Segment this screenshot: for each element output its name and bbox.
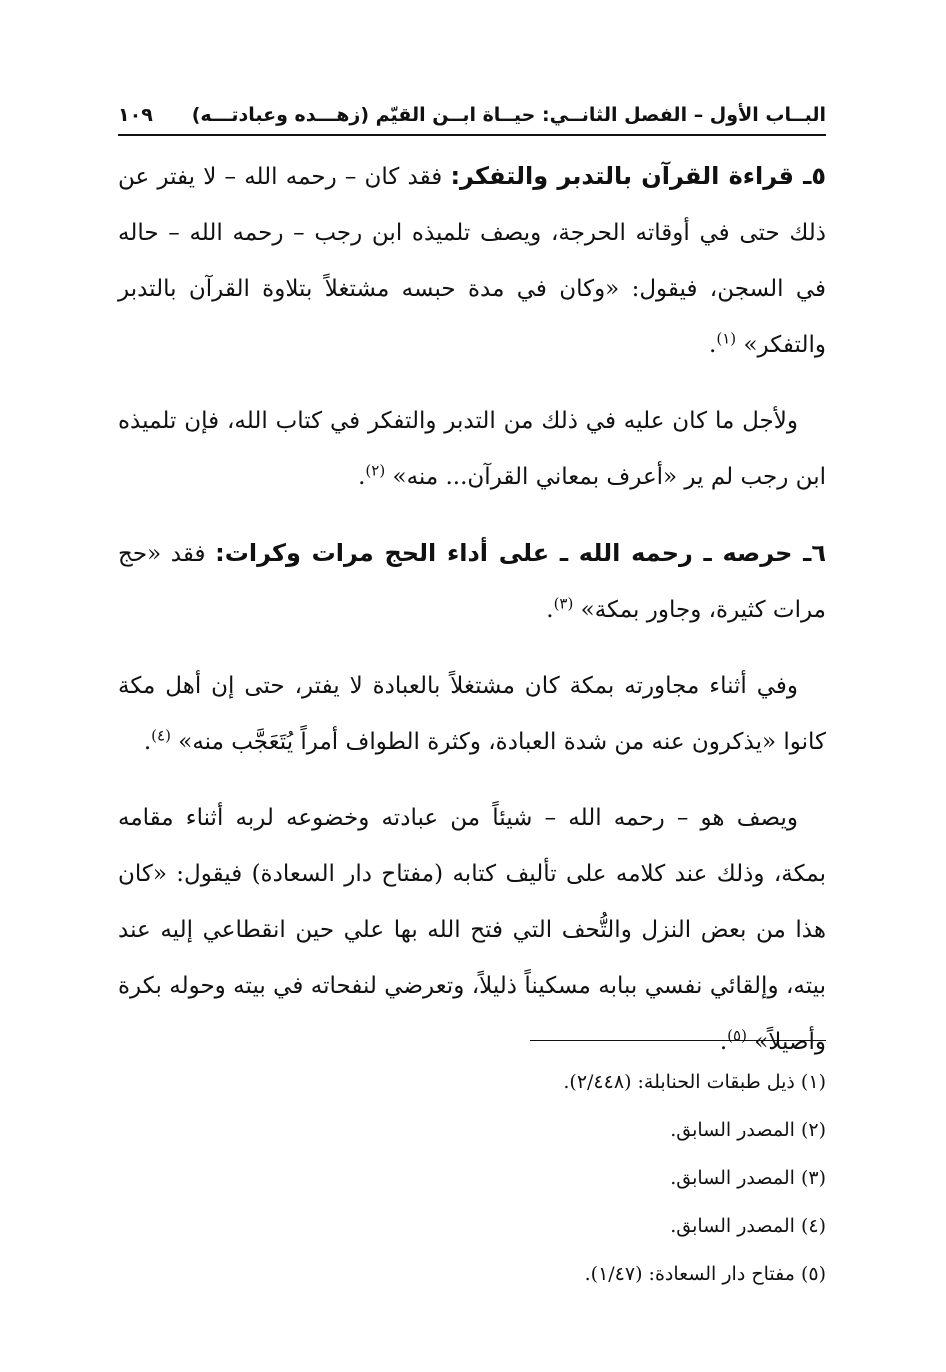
paragraph bbox=[118, 525, 826, 638]
section-heading: ٦ـ حرصه ـ رحمه الله ـ على أداء الحج مرات وكرات: bbox=[215, 539, 826, 567]
footnote: (٣) المصدر السابق. bbox=[670, 1167, 826, 1189]
section-heading: ٥ـ قراءة القرآن بالتدبر والتفكر: bbox=[450, 162, 826, 190]
paragraph-end: . bbox=[719, 1029, 728, 1055]
footnote-ref: (٣) bbox=[553, 594, 574, 613]
header-rule bbox=[118, 134, 826, 136]
paragraph-text: ويصف هو – رحمه الله – شيئاً من عبادته وخضوعه لربه أثناء مقامه بمكة، وذلك عند كلامه على تأليف كتابه (مفتاح دار السعادة) فيقول: «كان هذا من بعض النزل والتُّحف التي فتح الله بها علي حين انقطاعي إليه عند بيته، وإلقائي نفسي ببابه مسكيناً ذليلاً، وتعرضي لنفحاته في بيته وحوله بكرة وأصيلاً» bbox=[118, 805, 826, 1055]
footnote-separator bbox=[530, 1040, 826, 1041]
paragraph bbox=[118, 148, 826, 373]
paragraph-end: . bbox=[709, 332, 717, 358]
paragraph bbox=[118, 790, 826, 1070]
footnote-ref: (٤) bbox=[151, 726, 171, 745]
paragraph-text: وفي أثناء مجاورته بمكة كان مشتغلاً بالعبادة لا يفتر، حتى إن أهل مكة كانوا «يذكرون عنه من شدة العبادة، وكثرة الطواف أمراً يُتَعَجَّب منه» bbox=[118, 673, 826, 755]
footnote: (١) ذيل طبقات الحنابلة: (٢/٤٤٨). bbox=[563, 1071, 826, 1093]
paragraph-end: . bbox=[546, 597, 554, 623]
footnote: (٥) مفتاح دار السعادة: (١/٤٧). bbox=[584, 1263, 826, 1285]
paragraph-end: . bbox=[143, 729, 152, 755]
paragraph-text: فقد «حج مرات كثيرة، وجاور بمكة» bbox=[118, 541, 826, 623]
footnote-ref: (٥) bbox=[727, 1026, 747, 1045]
paragraph-end: . bbox=[358, 464, 366, 490]
main-text bbox=[118, 148, 826, 1090]
footnote: (٢) المصدر السابق. bbox=[670, 1119, 826, 1141]
page-number: ١٠٩ bbox=[118, 104, 153, 126]
footnote-ref: (١) bbox=[716, 329, 737, 348]
footnotes bbox=[118, 1058, 826, 1298]
paragraph-text: فقد كان – رحمه الله – لا يفتر عن ذلك حتى في أوقاته الحرجة، ويصف تلميذه ابن رجب – رحمه الله – حاله في السجن، فيقول: «وكان في مدة حبسه مشتغلاً بتلاوة القرآن بالتدبر والتفكر» bbox=[118, 164, 826, 358]
running-header bbox=[118, 98, 826, 132]
paragraph bbox=[118, 658, 826, 770]
paragraph bbox=[118, 393, 826, 505]
paragraph-text: ولأجل ما كان عليه في ذلك من التدبر والتفكر في كتاب الله، فإن تلميذه ابن رجب لم ير «أعرف بمعاني القرآن... منه» bbox=[118, 408, 826, 490]
footnote-ref: (٢) bbox=[365, 461, 386, 480]
footnote: (٤) المصدر السابق. bbox=[670, 1215, 826, 1237]
header-title: البــاب الأول – الفصل الثانــي: حيــاة ابــن القيّم (زهـــده وعبادتـــه) bbox=[191, 104, 826, 126]
